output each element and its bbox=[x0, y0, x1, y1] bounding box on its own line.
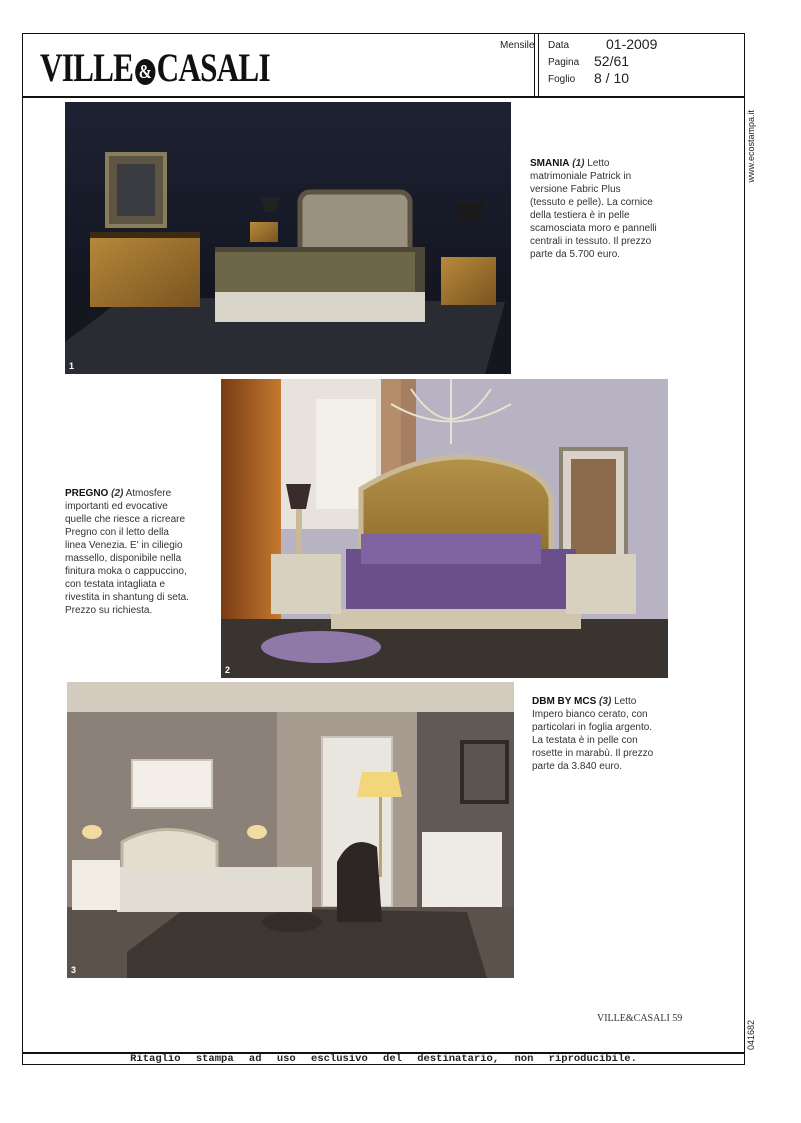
logo-amp-seal: & bbox=[135, 59, 155, 85]
photo-number-3: 3 bbox=[71, 965, 77, 975]
caption-line-3-0: Letto bbox=[614, 696, 637, 707]
frequency-label: Mensile bbox=[500, 40, 535, 51]
caption-line-2-5: massello, disponibile nella bbox=[65, 553, 182, 564]
caption-line-1-2: versione Fabric Plus bbox=[530, 184, 621, 195]
caption-ref-1: (1) bbox=[572, 158, 585, 169]
photo-number-1: 1 bbox=[69, 361, 75, 371]
caption-line-2-1: importanti ed evocative bbox=[65, 501, 168, 512]
photo-pregno-bedroom bbox=[221, 379, 668, 678]
bedroom-illustration-2 bbox=[221, 379, 668, 678]
caption-line-3-4: rosette in marabù. Il prezzo bbox=[532, 748, 654, 759]
caption-brand-2: PREGNO bbox=[65, 488, 109, 499]
magazine-page-footer: VILLE&CASALI 59 bbox=[597, 1013, 683, 1024]
date-value: 01-2009 bbox=[606, 36, 658, 52]
caption-line-1-5: scamosciata moro e pannelli bbox=[530, 223, 657, 234]
page-label: Pagina bbox=[548, 57, 580, 68]
caption-brand-3: DBM BY MCS bbox=[532, 696, 597, 707]
caption-line-1-3: (tessuto e pelle). La cornice bbox=[530, 197, 653, 208]
photo-dbm-bedroom bbox=[67, 682, 514, 978]
caption-line-1-1: matrimoniale Patrick in bbox=[530, 171, 632, 182]
caption-line-1-0: Letto bbox=[587, 158, 610, 169]
caption-brand-1: SMANIA bbox=[530, 158, 570, 169]
caption-ref-2: (2) bbox=[111, 488, 124, 499]
masthead-logo bbox=[40, 44, 270, 91]
side-website: www.ecostampa.it bbox=[746, 110, 756, 183]
date-label: Data bbox=[548, 40, 570, 51]
bedroom-illustration-1 bbox=[65, 102, 511, 374]
caption-line-2-3: Pregno con il letto della bbox=[65, 527, 169, 538]
photo-number-2: 2 bbox=[225, 665, 231, 675]
caption-line-2-6: finitura moka o cappuccino, bbox=[65, 566, 187, 577]
clipping-notice: Ritaglio stampa ad uso esclusivo del destinatario, non riproducibile. bbox=[130, 1053, 637, 1065]
caption-line-3-1: Impero bianco cerato, con bbox=[532, 709, 648, 720]
caption-smania bbox=[530, 157, 680, 261]
logo-right: CASALI bbox=[156, 45, 270, 90]
caption-line-2-7: con testata intagliata e bbox=[65, 579, 166, 590]
caption-line-3-2: particolari in foglia argento. bbox=[532, 722, 653, 733]
photo-smania-bedroom bbox=[65, 102, 511, 374]
caption-line-2-0: Atmosfere bbox=[125, 488, 172, 499]
caption-line-1-7: parte da 5.700 euro. bbox=[530, 249, 621, 260]
caption-line-3-5: parte da 3.840 euro. bbox=[532, 761, 623, 772]
caption-line-2-9: Prezzo su richiesta. bbox=[65, 605, 153, 616]
side-code: 041682 bbox=[746, 1020, 756, 1051]
caption-line-1-4: della testiera è in pelle bbox=[530, 210, 630, 221]
caption-line-3-3: La testata è in pelle con bbox=[532, 735, 638, 746]
caption-line-1-6: centrali in tessuto. Il prezzo bbox=[530, 236, 652, 247]
sheet-label: Foglio bbox=[548, 74, 576, 85]
caption-line-2-2: quelle che riesce a ricreare bbox=[65, 514, 186, 525]
sheet-value: 8 / 10 bbox=[594, 70, 630, 86]
bedroom-illustration-3 bbox=[67, 682, 514, 978]
caption-dbm bbox=[532, 695, 682, 773]
caption-pregno bbox=[65, 487, 215, 617]
page-value: 52/61 bbox=[594, 53, 630, 69]
logo-left: VILLE bbox=[40, 45, 134, 90]
caption-line-2-4: linea Venezia. E' in ciliegio bbox=[65, 540, 183, 551]
caption-line-2-8: rivestita in shantung di seta. bbox=[65, 592, 189, 603]
header-divider bbox=[22, 96, 745, 98]
caption-ref-3: (3) bbox=[599, 696, 612, 707]
